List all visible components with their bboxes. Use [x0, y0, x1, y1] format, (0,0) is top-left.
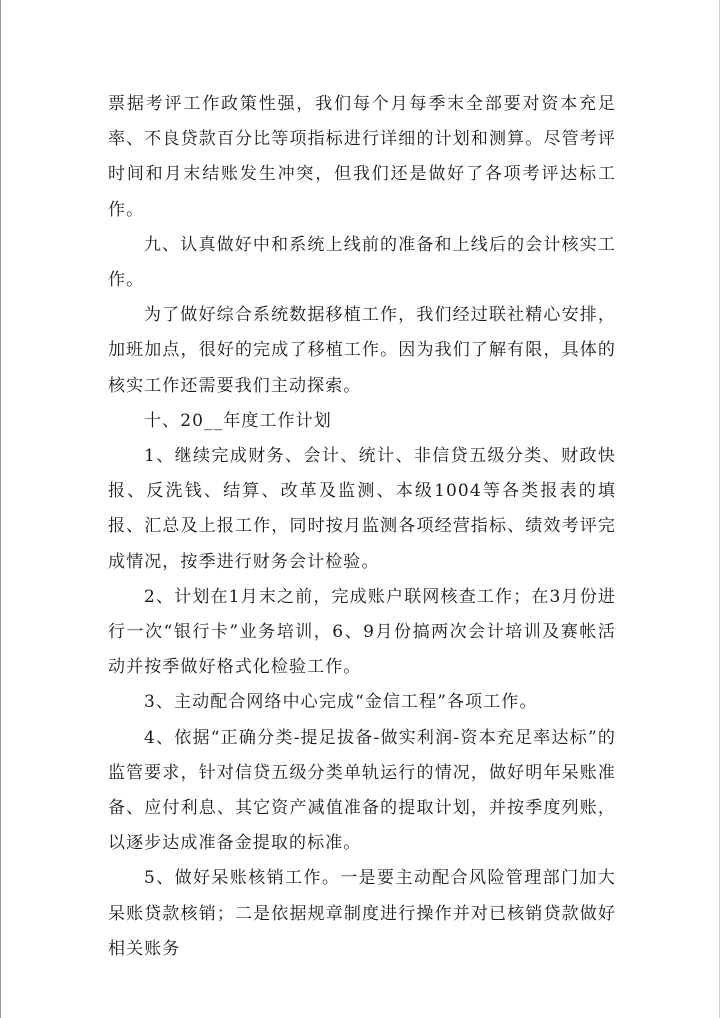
paragraph-2-heading-nine: 九、认真做好中和系统上线前的准备和上线后的会计核实工作。: [108, 234, 616, 291]
paragraph-4-heading-ten: 十、20__年度工作计划: [144, 410, 332, 431]
paragraph-6-plan-item-2: 2、计划在1月末之前，完成账户联网核查工作；在3月份进行一次“银行卡”业务培训，6、9月份搞两次会计培训及赛帐活动并按季做好格式化检验工作。: [108, 586, 616, 678]
paragraph-8-plan-item-4: 4、依据“正确分类-提足拔备-做实利润-资本充足率达标”的监管要求，针对信贷五级分类单轨运行的情况，做好明年呆账准备、应付利息、其它资产减值准备的提取计划，并按季度列账，以逐步达成准备金提取的标准。: [108, 727, 616, 854]
page-border-left: [0, 0, 1, 1018]
paragraph-3: 为了做好综合系统数据移植工作，我们经过联社精心安排，加班加点，很好的完成了移植工作。因为我们了解有限，具体的核实工作还需要我们主动探索。: [108, 305, 616, 396]
paragraph-9-plan-item-5: 5、做好呆账核销工作。一是要主动配合风险管理部门加大呆账贷款核销；二是依据规章制度进行操作并对已核销贷款做好相关账务: [108, 868, 616, 959]
paragraph-1: 票据考评工作政策性强，我们每个月每季末全部要对资本充足率、不良贷款百分比等项指标进行详细的计划和测算。尽管考评时间和月末结账发生冲突，但我们还是做好了各项考评达标工作。: [108, 94, 616, 220]
paragraph-5-plan-item-1: 1、继续完成财务、会计、统计、非信贷五级分类、财政快报、反洗钱、结算、改革及监测、本级1004等各类报表的填报、汇总及上报工作，同时按月监测各项经营指标、绩效考评完成情况，按季进行财务会计检验。: [108, 446, 616, 572]
paragraph-7-plan-item-3: 3、主动配合网络中心完成“金信工程”各项工作。: [144, 692, 538, 713]
document-body: [108, 87, 616, 967]
